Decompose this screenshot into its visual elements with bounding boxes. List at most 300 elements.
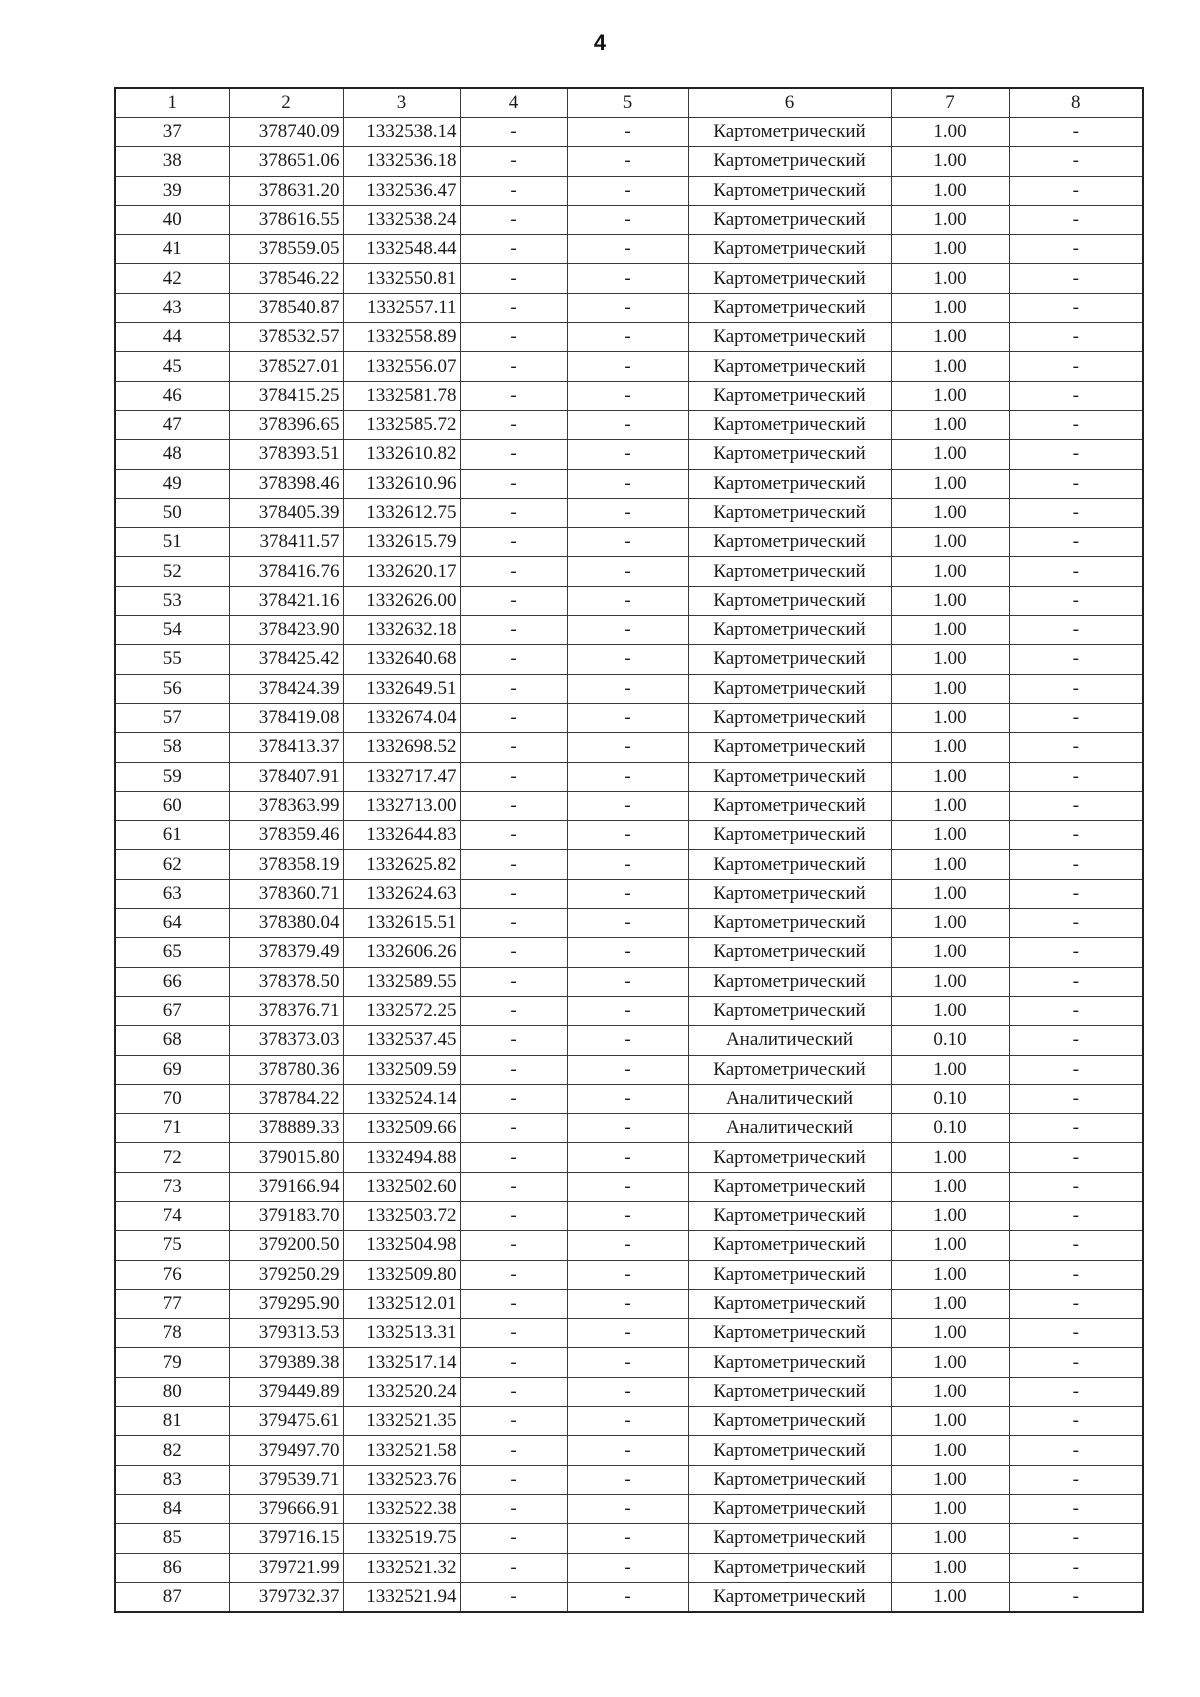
point-number-cell: 59 [115,762,229,791]
column-5-cell: - [567,147,688,176]
x-coordinate-cell: 378651.06 [229,147,343,176]
point-number-cell: 39 [115,176,229,205]
table-row [115,733,1143,762]
method-cell: Картометрический [688,469,891,498]
accuracy-cell: 1.00 [891,323,1009,352]
column-8-cell: - [1009,352,1143,381]
column-5-cell: - [567,264,688,293]
column-4-cell: - [460,1172,567,1201]
table-row [115,1172,1143,1201]
accuracy-cell: 1.00 [891,938,1009,967]
table-row [115,293,1143,322]
table-row [115,1143,1143,1172]
column-5-cell: - [567,1465,688,1494]
point-number-cell: 52 [115,557,229,586]
point-number-cell: 37 [115,118,229,147]
column-8-cell: - [1009,205,1143,234]
accuracy-cell: 1.00 [891,205,1009,234]
column-8-cell: - [1009,557,1143,586]
y-coordinate-cell: 1332509.80 [343,1260,460,1289]
x-coordinate-cell: 378396.65 [229,410,343,439]
column-4-cell: - [460,1436,567,1465]
column-5-cell: - [567,176,688,205]
point-number-cell: 49 [115,469,229,498]
accuracy-cell: 1.00 [891,967,1009,996]
x-coordinate-cell: 378423.90 [229,616,343,645]
column-4-cell: - [460,1524,567,1553]
accuracy-cell: 1.00 [891,528,1009,557]
column-4-cell: - [460,264,567,293]
column-5-cell: - [567,1407,688,1436]
point-number-cell: 79 [115,1348,229,1377]
column-8-cell: - [1009,1289,1143,1318]
point-number-cell: 74 [115,1201,229,1230]
y-coordinate-cell: 1332520.24 [343,1377,460,1406]
method-cell: Картометрический [688,205,891,234]
column-5-cell: - [567,1436,688,1465]
y-coordinate-cell: 1332556.07 [343,352,460,381]
column-5-cell: - [567,791,688,820]
method-cell: Картометрический [688,1201,891,1230]
x-coordinate-cell: 378780.36 [229,1055,343,1084]
column-8-cell: - [1009,938,1143,967]
x-coordinate-cell: 378398.46 [229,469,343,498]
point-number-cell: 67 [115,996,229,1025]
accuracy-cell: 1.00 [891,1348,1009,1377]
column-8-cell: - [1009,1377,1143,1406]
point-number-cell: 58 [115,733,229,762]
y-coordinate-cell: 1332572.25 [343,996,460,1025]
y-coordinate-cell: 1332674.04 [343,703,460,732]
table-row [115,557,1143,586]
x-coordinate-cell: 378416.76 [229,557,343,586]
column-5-cell: - [567,1055,688,1084]
method-cell: Картометрический [688,1260,891,1289]
table-row [115,381,1143,410]
column-8-cell: - [1009,1143,1143,1172]
column-5-cell: - [567,1084,688,1113]
method-cell: Картометрический [688,1582,891,1612]
column-5-cell: - [567,323,688,352]
table-row [115,1114,1143,1143]
column-header: 5 [567,88,688,118]
column-4-cell: - [460,821,567,850]
accuracy-cell: 1.00 [891,381,1009,410]
column-8-cell: - [1009,381,1143,410]
column-4-cell: - [460,909,567,938]
column-8-cell: - [1009,1260,1143,1289]
table-row [115,1055,1143,1084]
x-coordinate-cell: 378425.42 [229,645,343,674]
method-cell: Картометрический [688,1465,891,1494]
y-coordinate-cell: 1332522.38 [343,1494,460,1523]
point-number-cell: 44 [115,323,229,352]
accuracy-cell: 1.00 [891,733,1009,762]
column-4-cell: - [460,1319,567,1348]
column-4-cell: - [460,147,567,176]
x-coordinate-cell: 378358.19 [229,850,343,879]
column-4-cell: - [460,235,567,264]
x-coordinate-cell: 379250.29 [229,1260,343,1289]
x-coordinate-cell: 379475.61 [229,1407,343,1436]
accuracy-cell: 1.00 [891,469,1009,498]
column-8-cell: - [1009,1172,1143,1201]
column-4-cell: - [460,1407,567,1436]
x-coordinate-cell: 378631.20 [229,176,343,205]
accuracy-cell: 1.00 [891,1231,1009,1260]
column-8-cell: - [1009,1114,1143,1143]
point-number-cell: 47 [115,410,229,439]
method-cell: Картометрический [688,1319,891,1348]
accuracy-cell: 0.10 [891,1084,1009,1113]
method-cell: Картометрический [688,586,891,615]
point-number-cell: 61 [115,821,229,850]
column-8-cell: - [1009,791,1143,820]
column-header: 8 [1009,88,1143,118]
accuracy-cell: 1.00 [891,557,1009,586]
point-number-cell: 45 [115,352,229,381]
x-coordinate-cell: 378532.57 [229,323,343,352]
column-8-cell: - [1009,176,1143,205]
table-row [115,1348,1143,1377]
x-coordinate-cell: 379389.38 [229,1348,343,1377]
column-8-cell: - [1009,293,1143,322]
method-cell: Аналитический [688,1026,891,1055]
x-coordinate-cell: 378616.55 [229,205,343,234]
method-cell: Картометрический [688,1524,891,1553]
column-4-cell: - [460,938,567,967]
table-row [115,1436,1143,1465]
point-number-cell: 71 [115,1114,229,1143]
column-4-cell: - [460,498,567,527]
column-5-cell: - [567,1348,688,1377]
point-number-cell: 64 [115,909,229,938]
column-5-cell: - [567,498,688,527]
method-cell: Картометрический [688,850,891,879]
y-coordinate-cell: 1332523.76 [343,1465,460,1494]
point-number-cell: 66 [115,967,229,996]
y-coordinate-cell: 1332698.52 [343,733,460,762]
column-8-cell: - [1009,586,1143,615]
table-row [115,264,1143,293]
column-4-cell: - [460,1231,567,1260]
point-number-cell: 43 [115,293,229,322]
y-coordinate-cell: 1332521.58 [343,1436,460,1465]
point-number-cell: 76 [115,1260,229,1289]
column-8-cell: - [1009,821,1143,850]
table-header-row [115,88,1143,118]
column-8-cell: - [1009,996,1143,1025]
table-row [115,1319,1143,1348]
y-coordinate-cell: 1332610.96 [343,469,460,498]
method-cell: Картометрический [688,1348,891,1377]
table-row [115,762,1143,791]
x-coordinate-cell: 379183.70 [229,1201,343,1230]
table-row [115,1289,1143,1318]
x-coordinate-cell: 378421.16 [229,586,343,615]
column-5-cell: - [567,352,688,381]
point-number-cell: 73 [115,1172,229,1201]
method-cell: Картометрический [688,235,891,264]
table-row [115,1524,1143,1553]
column-8-cell: - [1009,1084,1143,1113]
x-coordinate-cell: 378415.25 [229,381,343,410]
accuracy-cell: 1.00 [891,909,1009,938]
column-8-cell: - [1009,1436,1143,1465]
method-cell: Картометрический [688,1407,891,1436]
accuracy-cell: 1.00 [891,1055,1009,1084]
column-5-cell: - [567,1289,688,1318]
x-coordinate-cell: 378889.33 [229,1114,343,1143]
x-coordinate-cell: 379313.53 [229,1319,343,1348]
point-number-cell: 42 [115,264,229,293]
x-coordinate-cell: 378378.50 [229,967,343,996]
column-4-cell: - [460,1582,567,1612]
point-number-cell: 50 [115,498,229,527]
table-row [115,1377,1143,1406]
x-coordinate-cell: 378784.22 [229,1084,343,1113]
point-number-cell: 87 [115,1582,229,1612]
column-8-cell: - [1009,1055,1143,1084]
column-4-cell: - [460,381,567,410]
column-4-cell: - [460,1084,567,1113]
y-coordinate-cell: 1332504.98 [343,1231,460,1260]
y-coordinate-cell: 1332536.47 [343,176,460,205]
accuracy-cell: 1.00 [891,1172,1009,1201]
table-row [115,323,1143,352]
method-cell: Картометрический [688,323,891,352]
x-coordinate-cell: 378527.01 [229,352,343,381]
table-row [115,938,1143,967]
column-5-cell: - [567,1026,688,1055]
y-coordinate-cell: 1332502.60 [343,1172,460,1201]
method-cell: Картометрический [688,1436,891,1465]
column-8-cell: - [1009,147,1143,176]
column-4-cell: - [460,469,567,498]
method-cell: Картометрический [688,528,891,557]
x-coordinate-cell: 378424.39 [229,674,343,703]
accuracy-cell: 1.00 [891,1377,1009,1406]
x-coordinate-cell: 378360.71 [229,879,343,908]
column-4-cell: - [460,1026,567,1055]
point-number-cell: 60 [115,791,229,820]
column-8-cell: - [1009,850,1143,879]
column-4-cell: - [460,557,567,586]
column-4-cell: - [460,1494,567,1523]
x-coordinate-cell: 378559.05 [229,235,343,264]
y-coordinate-cell: 1332558.89 [343,323,460,352]
column-8-cell: - [1009,909,1143,938]
column-4-cell: - [460,1260,567,1289]
point-number-cell: 78 [115,1319,229,1348]
method-cell: Картометрический [688,176,891,205]
y-coordinate-cell: 1332519.75 [343,1524,460,1553]
point-number-cell: 68 [115,1026,229,1055]
accuracy-cell: 1.00 [891,703,1009,732]
point-number-cell: 53 [115,586,229,615]
y-coordinate-cell: 1332494.88 [343,1143,460,1172]
page-number: 4 [593,30,607,55]
point-number-cell: 69 [115,1055,229,1084]
table-row [115,645,1143,674]
column-8-cell: - [1009,1494,1143,1523]
y-coordinate-cell: 1332521.35 [343,1407,460,1436]
y-coordinate-cell: 1332509.59 [343,1055,460,1084]
column-5-cell: - [567,1553,688,1582]
accuracy-cell: 1.00 [891,1260,1009,1289]
column-5-cell: - [567,1377,688,1406]
column-5-cell: - [567,528,688,557]
table-row [115,909,1143,938]
point-number-cell: 62 [115,850,229,879]
point-number-cell: 75 [115,1231,229,1260]
column-4-cell: - [460,703,567,732]
column-4-cell: - [460,1377,567,1406]
point-number-cell: 41 [115,235,229,264]
accuracy-cell: 1.00 [891,1319,1009,1348]
column-5-cell: - [567,1319,688,1348]
table-body [115,118,1143,1613]
accuracy-cell: 1.00 [891,1436,1009,1465]
method-cell: Картометрический [688,440,891,469]
accuracy-cell: 1.00 [891,674,1009,703]
column-5-cell: - [567,703,688,732]
point-number-cell: 80 [115,1377,229,1406]
x-coordinate-cell: 378546.22 [229,264,343,293]
y-coordinate-cell: 1332612.75 [343,498,460,527]
point-number-cell: 54 [115,616,229,645]
column-4-cell: - [460,586,567,615]
table-row [115,176,1143,205]
column-4-cell: - [460,674,567,703]
x-coordinate-cell: 378419.08 [229,703,343,732]
column-8-cell: - [1009,528,1143,557]
column-8-cell: - [1009,967,1143,996]
accuracy-cell: 1.00 [891,616,1009,645]
point-number-cell: 85 [115,1524,229,1553]
table-row [115,147,1143,176]
column-5-cell: - [567,733,688,762]
point-number-cell: 83 [115,1465,229,1494]
column-8-cell: - [1009,703,1143,732]
accuracy-cell: 1.00 [891,352,1009,381]
x-coordinate-cell: 378405.39 [229,498,343,527]
x-coordinate-cell: 378740.09 [229,118,343,147]
method-cell: Картометрический [688,410,891,439]
x-coordinate-cell: 378413.37 [229,733,343,762]
column-8-cell: - [1009,1524,1143,1553]
column-header: 4 [460,88,567,118]
x-coordinate-cell: 378373.03 [229,1026,343,1055]
table-row [115,1582,1143,1612]
coordinates-table [114,87,1144,1613]
column-8-cell: - [1009,762,1143,791]
column-4-cell: - [460,733,567,762]
column-5-cell: - [567,1172,688,1201]
column-5-cell: - [567,616,688,645]
x-coordinate-cell: 378359.46 [229,821,343,850]
column-4-cell: - [460,293,567,322]
method-cell: Картометрический [688,1494,891,1523]
method-cell: Картометрический [688,147,891,176]
column-8-cell: - [1009,469,1143,498]
table-row [115,1201,1143,1230]
column-5-cell: - [567,879,688,908]
table-row [115,586,1143,615]
accuracy-cell: 1.00 [891,1289,1009,1318]
accuracy-cell: 1.00 [891,821,1009,850]
column-5-cell: - [567,938,688,967]
table-row [115,1084,1143,1113]
column-5-cell: - [567,410,688,439]
x-coordinate-cell: 378407.91 [229,762,343,791]
column-5-cell: - [567,909,688,938]
method-cell: Картометрический [688,996,891,1025]
column-8-cell: - [1009,645,1143,674]
y-coordinate-cell: 1332557.11 [343,293,460,322]
column-8-cell: - [1009,733,1143,762]
accuracy-cell: 1.00 [891,1553,1009,1582]
point-number-cell: 82 [115,1436,229,1465]
accuracy-cell: 1.00 [891,762,1009,791]
column-4-cell: - [460,440,567,469]
method-cell: Картометрический [688,674,891,703]
point-number-cell: 77 [115,1289,229,1318]
column-5-cell: - [567,440,688,469]
y-coordinate-cell: 1332624.63 [343,879,460,908]
column-5-cell: - [567,1260,688,1289]
table-row [115,967,1143,996]
y-coordinate-cell: 1332509.66 [343,1114,460,1143]
column-4-cell: - [460,850,567,879]
method-cell: Картометрический [688,381,891,410]
column-4-cell: - [460,1114,567,1143]
x-coordinate-cell: 378540.87 [229,293,343,322]
column-8-cell: - [1009,879,1143,908]
y-coordinate-cell: 1332606.26 [343,938,460,967]
method-cell: Картометрический [688,909,891,938]
column-4-cell: - [460,410,567,439]
method-cell: Картометрический [688,293,891,322]
column-4-cell: - [460,616,567,645]
point-number-cell: 55 [115,645,229,674]
column-4-cell: - [460,1465,567,1494]
y-coordinate-cell: 1332649.51 [343,674,460,703]
method-cell: Картометрический [688,557,891,586]
method-cell: Картометрический [688,733,891,762]
x-coordinate-cell: 379166.94 [229,1172,343,1201]
accuracy-cell: 1.00 [891,1524,1009,1553]
column-8-cell: - [1009,264,1143,293]
y-coordinate-cell: 1332589.55 [343,967,460,996]
x-coordinate-cell: 379200.50 [229,1231,343,1260]
y-coordinate-cell: 1332548.44 [343,235,460,264]
column-4-cell: - [460,205,567,234]
y-coordinate-cell: 1332538.14 [343,118,460,147]
x-coordinate-cell: 379666.91 [229,1494,343,1523]
method-cell: Картометрический [688,1172,891,1201]
point-number-cell: 70 [115,1084,229,1113]
accuracy-cell: 1.00 [891,1494,1009,1523]
column-5-cell: - [567,1494,688,1523]
accuracy-cell: 1.00 [891,850,1009,879]
y-coordinate-cell: 1332538.24 [343,205,460,234]
point-number-cell: 57 [115,703,229,732]
x-coordinate-cell: 378379.49 [229,938,343,967]
method-cell: Картометрический [688,1377,891,1406]
table-row [115,1553,1143,1582]
y-coordinate-cell: 1332513.31 [343,1319,460,1348]
